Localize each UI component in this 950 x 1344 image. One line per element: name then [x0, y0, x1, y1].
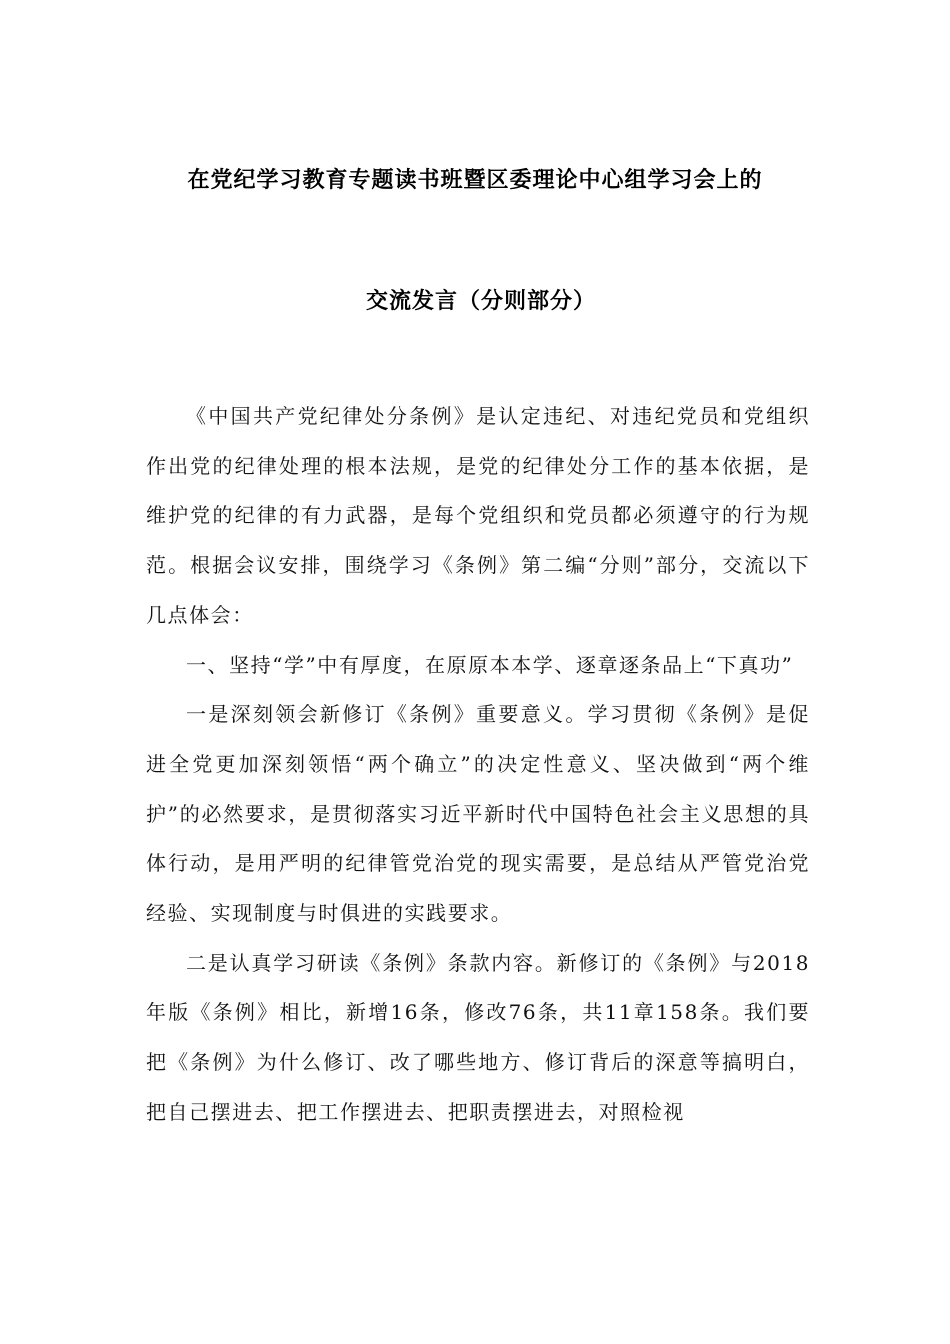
document-title-line-2: 交流发言（分则部分） [365, 288, 596, 314]
document-body [146, 392, 810, 1138]
paragraph-section-heading-1: 一、坚持“学”中有厚度，在原原本本学、逐章逐条品上“下真功” [186, 652, 794, 677]
document-title-line-1: 在党纪学习教育专题读书班暨区委理论中心组学习会上的 [187, 167, 763, 193]
paragraph-point-2: 二是认真学习研读《条例》条款内容。新修订的《条例》与2018年版《条例》相比，新增16条，修改76条，共11章158条。我们要把《条例》为什么修订、改了哪些地方、修订背后的深意等搞明白，把自己摆进去、把工作摆进去、把职责摆进去，对照检视 [146, 950, 810, 1124]
paragraph-intro: 《中国共产党纪律处分条例》是认定违纪、对违纪党员和党组织作出党的纪律处理的根本法规，是党的纪律处分工作的基本依据，是维护党的纪律的有力武器，是每个党组织和党员都必须遵守的行为规范。根据会议安排，围绕学习《条例》第二编“分则”部分，交流以下几点体会： [146, 404, 810, 627]
paragraph-point-1: 一是深刻领会新修订《条例》重要意义。学习贯彻《条例》是促进全党更加深刻领悟“两个确立”的决定性意义、坚决做到“两个维护”的必然要求，是贯彻落实习近平新时代中国特色社会主义思想的具体行动，是用严明的纪律管党治党的现实需要，是总结从严管党治党经验、实现制度与时俱进的实践要求。 [146, 702, 810, 926]
